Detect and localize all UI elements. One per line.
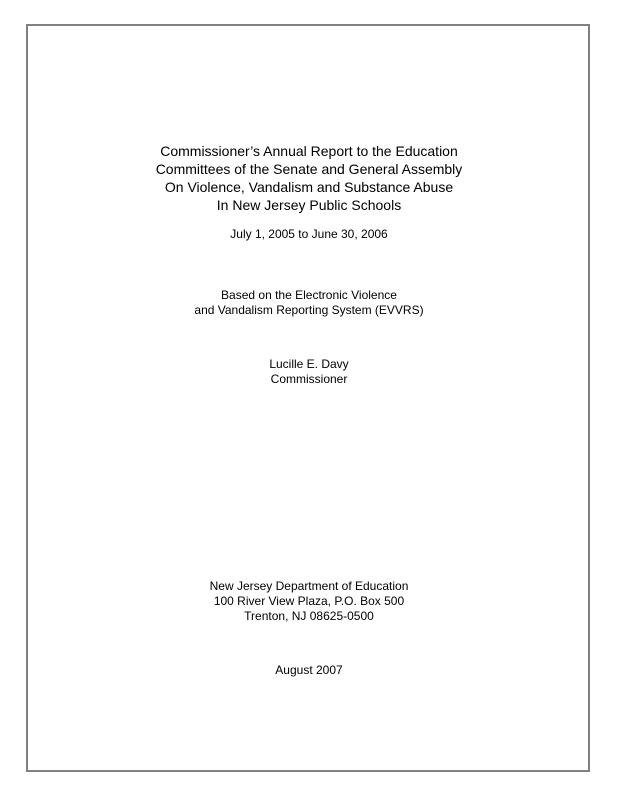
author-role: Commissioner	[270, 372, 348, 386]
basis-line: and Vandalism Reporting System (EVVRS)	[194, 303, 424, 317]
title-line: In New Jersey Public Schools	[216, 197, 402, 213]
period-text: July 1, 2005 to June 30, 2006	[230, 227, 388, 241]
title-line: On Violence, Vandalism and Substance Abuse	[164, 179, 454, 195]
author-block	[26, 357, 592, 387]
agency-city: Trenton, NJ 08625-0500	[244, 609, 374, 623]
report-period	[26, 227, 592, 242]
date-text: August 2007	[275, 663, 343, 677]
report-basis	[26, 288, 592, 318]
page-border	[26, 24, 590, 772]
author-name: Lucille E. Davy	[269, 357, 349, 371]
report-title	[26, 142, 592, 214]
agency-address: 100 River View Plaza, P.O. Box 500	[213, 594, 405, 608]
title-line: Committees of the Senate and General Assembly	[155, 161, 463, 177]
publication-date	[26, 663, 592, 678]
title-line: Commissioner’s Annual Report to the Education	[160, 143, 458, 159]
agency-block	[26, 579, 592, 624]
agency-name: New Jersey Department of Education	[209, 579, 409, 593]
basis-line: Based on the Electronic Violence	[221, 288, 397, 302]
